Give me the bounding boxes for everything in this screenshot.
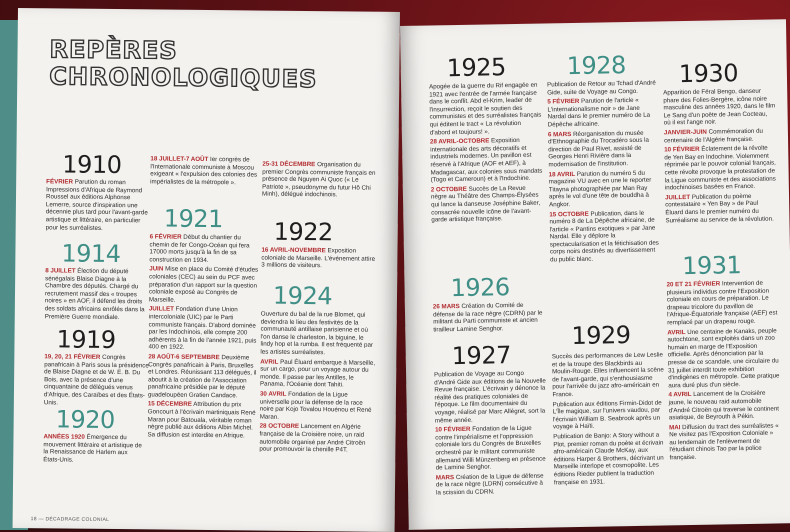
entry-date: 18 JUILLET-7 AOÛT	[150, 155, 209, 164]
timeline-entry	[148, 306, 258, 353]
entries-1927	[434, 370, 548, 499]
entry-text: Publication aux éditions Firmin-Didot de L'Île magique, sur l'univers vaudou, par l'écrivain William B. Seabrook après un voyage à Haïti.	[552, 399, 662, 431]
timeline-entry	[43, 433, 143, 464]
timeline-entry	[147, 401, 257, 440]
entry-date: 5 FÉVRIER	[547, 98, 580, 106]
timeline-entry	[434, 370, 547, 425]
entry-date: AVRIL	[667, 328, 686, 336]
entry-date: JUIN	[149, 265, 164, 273]
entry-date: FÉVRIER	[46, 178, 74, 186]
entry-text: Lancement de la Croisière jaune, le nouveau raid automobile d'André Citroën qui traverse le continent asiatique, de Beyrouth à Pékin.	[668, 389, 780, 422]
year-1928: 1928	[566, 51, 627, 81]
entries-1924	[259, 311, 377, 457]
timeline-entry	[435, 425, 548, 473]
entry-date: MARS	[435, 473, 455, 482]
timeline-entry	[429, 82, 542, 137]
entry-date: ANNÉES 1920	[43, 433, 85, 441]
entry-text: Diffusion du tract des surréalistes « Ne visitez pas l'Exposition Coloniale » au lendemain de l'enlèvement de l'étudiant chinois Tao par la police française.	[669, 422, 779, 462]
entry-text: Fondation de la Ligue universelle pour la défense de la race noire par Kojo Tovalou Houénou et René Maran.	[259, 390, 372, 421]
entry-date: 4 AVRIL	[668, 391, 692, 399]
entry-date: 28 OCTOBRE	[259, 422, 300, 431]
timeline-entry	[262, 161, 376, 200]
entry-text: Lancement en Algérie française de la Croisière noire, un raid automobile organisé par André Citroën pour promouvoir la chenille P4T.	[259, 423, 366, 454]
timeline-entry	[665, 192, 778, 224]
right-page	[400, 19, 790, 530]
entry-date: 6 FÉVRIER	[149, 233, 182, 241]
timeline-entry	[45, 267, 150, 321]
entry-date: 8 JUILLET	[45, 267, 76, 275]
entries-1931	[666, 279, 781, 464]
timeline-entry	[148, 353, 258, 400]
entries-1921	[147, 233, 259, 442]
entry-date: 26 MARS	[432, 303, 460, 311]
timeline-entry	[433, 302, 546, 334]
entry-date: 18 AVRIL	[548, 170, 576, 178]
year-1929: 1929	[571, 321, 631, 351]
year-1927: 1927	[451, 341, 512, 371]
entry-text: Apogée de la guerre du Rif engagée en 1921 avec l'entrée de l'armée française dans le conflit. Abd el-Krim, leader de l'insurrection, reçoit le soutien des communistes et des surréalistes français qui éditent le tract « La révolution d'abord et toujours! ».	[429, 81, 542, 137]
entry-date: JUILLET	[148, 305, 174, 313]
page-footer: 18 — DÉCADRAGE COLONIAL	[30, 516, 110, 523]
entry-text: Succès de La Revue nègre au Théâtre des Champs-Élysées qui lance la danseuse Joséphine Baker, consacrée nouvelle icône de l'avant-garde artistique française.	[430, 184, 541, 224]
entry-text: Publication de Voyage au Congo d'André Gide aux éditions de la Nouvelle Revue française. L'écrivain y dénonce la réalité des pratiques coloniales de l'époque. Le film documentaire du voyage, réalisé par Marc Allégret, sort la même année.	[434, 369, 546, 425]
entries-1928	[547, 79, 662, 266]
timeline-entry	[259, 423, 375, 455]
entry-text: Début du chantier du chemin de fer Congo-Océan qui fera 17000 morts jusqu'à la fin de sa construction en 1934.	[149, 233, 250, 264]
entries-1920	[43, 433, 143, 466]
timeline-entry	[553, 431, 666, 486]
entries-1921-late	[262, 161, 376, 202]
timeline-entry	[44, 353, 151, 407]
entry-date: 20 ET 21 FÉVRIER	[666, 280, 721, 289]
entry-date: 15 OCTOBRE	[549, 210, 589, 218]
year-1910: 1910	[62, 150, 122, 180]
entry-date: 10 FÉVRIER	[664, 145, 700, 154]
timeline-entry	[669, 422, 782, 462]
timeline-entry	[149, 233, 259, 265]
entry-text: Paul Éluard embarque à Marseille, sur un cargo, pour un voyage autour du monde. Il passe par les Antilles, le Panama, l'Océanie dont Tahiti.	[260, 358, 376, 389]
timeline-entry	[664, 145, 777, 193]
timeline-entry	[260, 311, 376, 358]
entry-text: Succès des performances de Lew Leslie et de la troupe des Blackbirds au Moulin-Rouge. Elles influencent la scène de l'avant-garde, qui s'enthousiasme pour l'arrivée du jazz afro-américain en France.	[551, 351, 664, 399]
entry-text: Élection du député sénégalais Blaise Diagne à la Chambre des députés. Chargé du recrutement massif des « troupes noires » en AOF, il défend les droits des soldats africains enrôlés dans la Première Guerre mondiale.	[44, 267, 145, 321]
entry-text: Ier congrès de l'Internationale communiste à Moscou exigeant « l'expulsion des colonies des impérialistes de la métropole ».	[150, 156, 258, 187]
entry-text: Parution du numéro 5 du magazine VU avec en une le reporter Titayna photographiée par Man Ray après le vol d'une tête de bouddha à Angkor.	[548, 169, 652, 209]
entry-text: Fondation d'une Union intercoloniale (UIC) par le Parti communiste français. D'abord dominée par les Indochinois, elle compte 200 adhérents à la fin de l'année 1921, puis 400 en 1922.	[148, 306, 257, 352]
entry-text: Réorganisation du musée d'Ethnographie du Trocadéro sous la direction de Paul Rivet, assisté de Georges Henri Rivière dans la modernisation de l'institution.	[547, 129, 650, 169]
timeline-entry	[430, 137, 543, 185]
entry-text: Publication du poème contestataire « Yen Bay » de Paul Éluard dans le premier numéro du Surréalisme au service de la révolution.	[665, 192, 774, 224]
year-1925: 1925	[446, 53, 507, 83]
entry-text: Deuxième Congrès panafricain à Paris, Bruxelles et Londres. Réunissant 113 délégués, il aboutit à la création de l'Association panafricaine présidée par le député guadeloupéen Gratien Candace.	[147, 354, 257, 400]
entries-1922	[261, 247, 375, 273]
entry-text: Création du Comité de défense de la race nègre (CDRN) par le militant du Parti communiste et ancien tirailleur Lamine Senghor.	[432, 301, 543, 334]
entry-date: 19, 20, 21 FÉVRIER	[44, 353, 101, 361]
timeline-entry	[260, 358, 376, 390]
entry-text: Parution du roman Impressions d'Afrique de Raymond Roussel aux éditions Alphonse Lemerre, source d'inspiration une décennie plus tard pour l'avant-garde artistique et littéraire, en particulier pour les surréalistes.	[45, 178, 148, 232]
entry-date: 15 DÉCEMBRE	[147, 400, 192, 409]
entry-date: AVRIL	[260, 358, 279, 366]
entry-text: Commémoration du centenaire de l'Algérie française.	[663, 127, 764, 144]
timeline-entry	[431, 184, 544, 224]
entry-text: Exposition coloniale de Marseille. L'événement attire 3 millions de visiteurs.	[261, 247, 376, 270]
timeline-entry	[549, 169, 662, 209]
title-line-2: CHRONOLOGIQUES	[49, 62, 318, 94]
entry-text: Éclatement de la révolte de Yen Bay en Indochine. Violemment réprimée par le pouvoir colonial français, cette révolte provoque la protestation de la Ligue communiste et des associations indochinoises basées en France.	[664, 144, 776, 192]
timeline-entry	[668, 390, 781, 422]
entry-text: Parution de l'article « L'internationalisme noir » de Jane Nardal dans le premier numéro de La Dépêche africaine.	[547, 97, 651, 129]
entries-1921-early	[150, 155, 258, 189]
entry-text: Apparition de Féral Bengo, danseur phare des Folies-Bergère, icône noire masculine des années 1920, dans le film Le Sang d'un poète de Jean Cocteau, où il est l'ange noir.	[663, 87, 776, 127]
entry-date: 28 AOÛT-6 SEPTEMBRE	[148, 353, 220, 362]
timeline-entry	[552, 351, 665, 399]
entry-text: Émergence du mouvement littéraire et artistique de la Renaissance de Harlem aux États-Unis.	[43, 433, 142, 464]
entry-date: 30 AVRIL	[259, 390, 287, 398]
timeline-entry	[553, 399, 666, 431]
entries-1914	[45, 267, 150, 323]
entries-1926	[433, 302, 546, 336]
entry-text: Exposition internationale des arts décoratifs et industriels modernes. Un pavillon est réservé à l'Afrique (AOF et AEF), à Madagascar, aux colonies sous mandats (Togo et Cameroun) et à l'Indochine.	[430, 137, 543, 184]
timeline-entry	[667, 327, 780, 390]
year-1924: 1924	[272, 281, 333, 311]
page-title	[49, 36, 318, 93]
left-page	[13, 8, 400, 532]
timeline-entry	[260, 390, 376, 422]
entry-date: JUILLET	[664, 193, 691, 202]
year-1920: 1920	[55, 405, 115, 435]
timeline-entry	[548, 129, 661, 169]
entry-text: Attribution du prix Goncourt à l'écrivain martiniquais René Maran pour Batouala, véritable roman nègre publié aux éditions Albin Michel. Sa diffusion est interdite en Afrique.	[147, 401, 256, 440]
timeline-entry	[663, 87, 776, 127]
timeline-entry	[664, 127, 776, 144]
timeline-entry	[547, 97, 660, 129]
entry-date: JANVIER-JUIN	[663, 128, 707, 137]
year-1930: 1930	[678, 59, 739, 89]
entry-date: 25-31 DÉCEMBRE	[262, 160, 316, 169]
entry-text: Congrès panafricain à Paris sous la présidence de Blaise Diagne et de W. E. B. Du Bois, avec la présence d'une cinquantaine de délégués venus d'Afrique, des Caraïbes et des États-Unis.	[43, 353, 149, 407]
timeline-entry	[150, 155, 258, 187]
entry-text: Mise en place du Comité d'études coloniales (CEC) au sein du PCF avec préparation d'un rapport sur la question coloniale exposé au Congrès de Marseille.	[148, 265, 259, 304]
entry-date: 10 FÉVRIER	[434, 425, 471, 434]
year-1926: 1926	[450, 273, 510, 303]
year-1931: 1931	[681, 251, 742, 281]
timeline-entry	[436, 472, 548, 497]
entries-1910	[46, 178, 151, 234]
entry-text: Publication, dans le numéro 8 de La Dépêche africaine, de l'article « Pantins exotiques » par Jane Nardal. Elle y déplore la spectacularisation et la fétichisation des corps noirs destinés au divertissement du public blanc.	[549, 209, 659, 264]
timeline-entry	[261, 247, 375, 271]
timeline-entry	[149, 266, 259, 305]
entry-text: Intervention de plusieurs individus contre l'Exposition coloniale en cours de préparation. Le drapeau tricolore du pavillon de l'Afrique-Équatoriale française (AEF) est remplacé par un drapeau rouge.	[666, 279, 778, 327]
entry-text: Création de la Ligue de défense de la race nègre (LDRN) consécutive à la scission du CDRN.	[435, 472, 544, 497]
entries-1930	[663, 87, 777, 226]
entries-1929	[552, 351, 666, 488]
entry-date: 2 OCTOBRE	[430, 185, 467, 194]
entry-date: MAI	[668, 423, 681, 432]
entries-1925	[429, 82, 543, 227]
entry-text: Ouverture du bal de la rue Blomet, qui deviendra le lieu des festivités de la communauté antillaise parisienne et où l'on danse le charleston, la biguine, le lindy hop et la rumba. Il est fréquenté par les artistes surréalistes.	[260, 310, 374, 357]
year-1922: 1922	[273, 217, 333, 247]
title-line-1: REPÈRES	[49, 35, 178, 65]
entry-text: Publication de Banjo: A Story without a Plot, premier roman du poète et écrivain afro-américain Claude McKay, aux éditions Harper & Brothers, décrivant un Marseille interlope et cosmopolite. Les éditions Rieder publient la traduction française en 1931.	[553, 431, 664, 486]
entry-date: 16 AVRIL-NOVEMBRE	[261, 246, 326, 255]
year-1914: 1914	[61, 239, 121, 269]
entries-1919	[44, 353, 151, 409]
entry-text: Une centaine de Kanaks, peuple autochtone, sont exploités dans un zoo humain en marge de l'Exposition officielle. Après dénonciation par la presse de ce scandale, une circulaire du 31 juillet interdit toute exhibition d'indigènes en métropole. Cette pratique aura duré plus d'un siècle.	[667, 327, 780, 390]
timeline-entry	[547, 79, 659, 96]
entry-text: Fondation de la Ligue contre l'impérialisme et l'oppression coloniale lors du Congrès de Bruxelles orchestré par le militant communiste allemand Willi Münzenberg en présence de Lamine Senghor.	[435, 424, 546, 472]
year-1921: 1921	[163, 204, 224, 234]
timeline-entry	[666, 279, 779, 327]
entry-text: Organisation du premier Congrès communiste français en présence de Nguyen Ai Quoc (« Le Patriote », pseudonyme du futur Hô Chi Minh), délégué indochinois.	[262, 161, 376, 199]
entry-date: 28 AVRIL-OCTOBRE	[429, 137, 490, 146]
timeline-entry	[549, 209, 662, 264]
entry-text: Publication de Retour au Tchad d'André Gide, suite de Voyage au Congo.	[546, 79, 656, 97]
year-1919: 1919	[56, 325, 116, 355]
entry-date: 6 MARS	[547, 130, 572, 138]
timeline-entry	[46, 178, 151, 232]
